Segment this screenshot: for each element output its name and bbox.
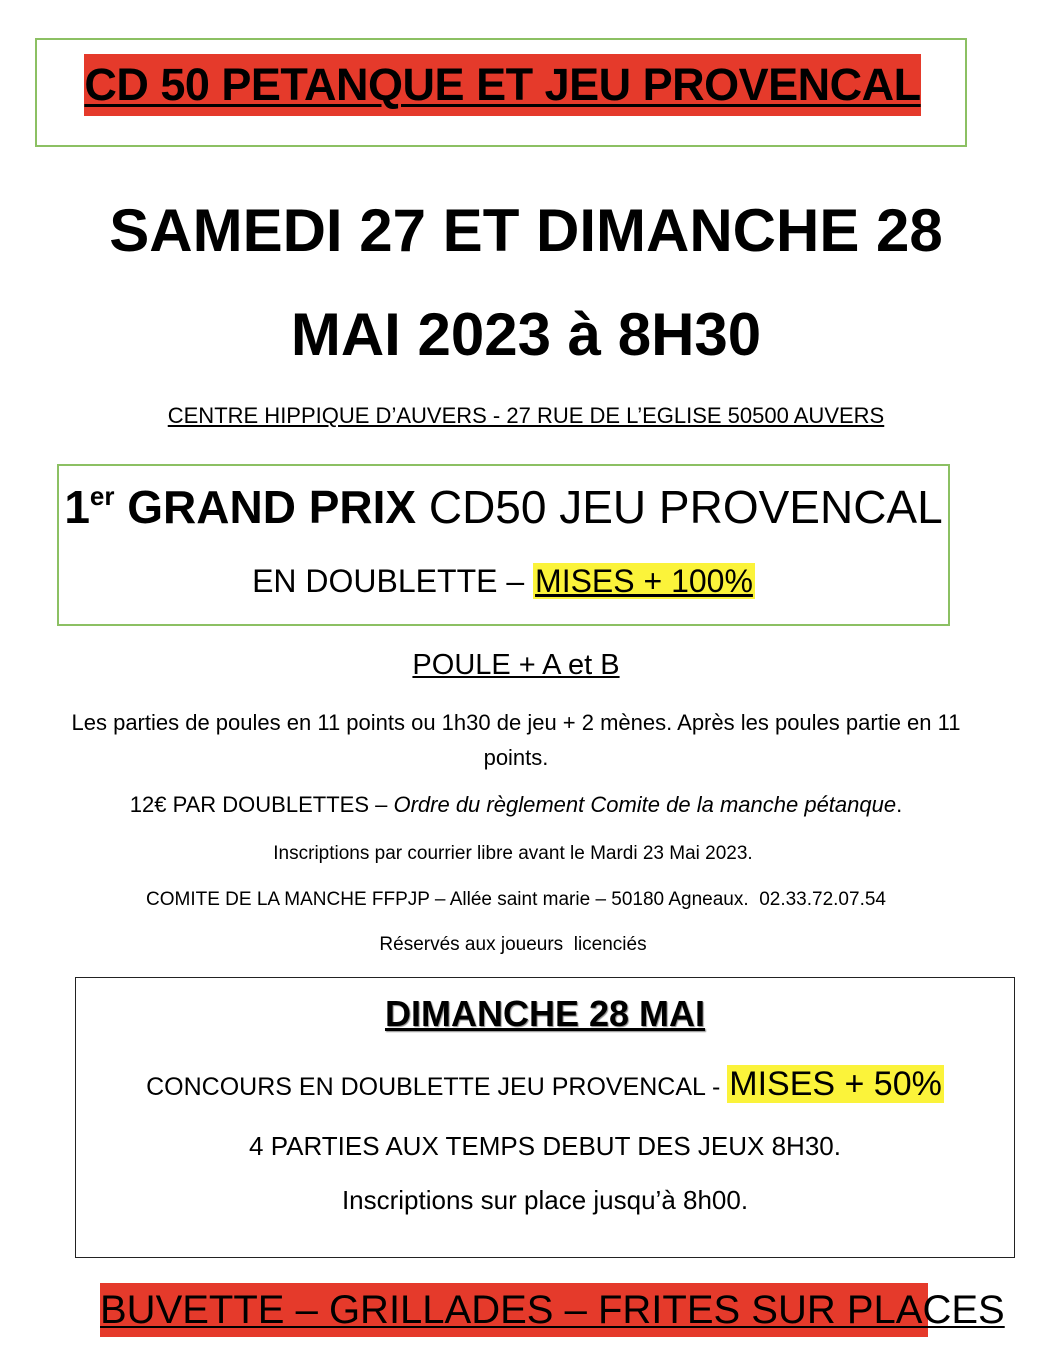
fee-payment-order: Ordre du règlement Comite de la manche pétanque [393,792,897,817]
poule-heading: POULE + A et B [412,649,620,681]
grand-prix-subtitle [57,563,950,600]
sunday-mises-highlight: MISES + 50% [729,1065,942,1103]
sunday-title: DIMANCHE 28 MAI [384,993,706,1034]
grand-prix-title-bold: GRAND PRIX [127,481,417,533]
fee-amount: 12€ PAR DOUBLETTES – [129,792,388,817]
committee-contact: COMITE DE LA MANCHE FFPJP – Allée saint marie – 50180 Agneaux. 02.33.72.07.54 [146,889,886,910]
grand-prix-format: EN DOUBLETTE – [252,563,525,599]
rules-text: Les parties de poules en 11 points ou 1h30 de jeu + 2 mènes. Après les poules partie en 11 points. [71,710,961,770]
event-date-line-2: MAI 2023 à 8H30 [290,301,762,368]
licensed-players-note: Réservés aux joueurs licenciés [379,934,647,955]
sunday-registration: Inscriptions sur place jusqu’à 8h00. [341,1185,749,1215]
sunday-contest-line [75,1065,1015,1104]
buvette-banner: BUVETTE – GRILLADES – FRITES SUR PLACES [100,1283,928,1337]
sunday-games: 4 PARTIES AUX TEMPS DEBUT DES JEUX 8H30. [249,1131,841,1161]
fee-line [0,792,1032,818]
org-title-banner: CD 50 PETANQUE ET JEU PROVENCAL [84,54,921,116]
grand-prix-superscript: er [89,481,115,511]
grand-prix-title-rest: CD50 JEU PROVENCAL [428,481,943,533]
event-date-line-1: SAMEDI 27 ET DIMANCHE 28 [109,197,943,264]
sunday-separator: - [711,1073,721,1101]
grand-prix-title [57,480,950,534]
grand-prix-mises-highlight: MISES + 100% [535,563,753,599]
registration-deadline: Inscriptions par courrier libre avant le Mardi 23 Mai 2023. [273,843,753,864]
venue-address: CENTRE HIPPIQUE D’AUVERS - 27 RUE DE L’EGLISE 50500 AUVERS [167,403,885,428]
fee-period: . [896,792,903,817]
grand-prix-number: 1 [64,481,90,533]
sunday-contest: CONCOURS EN DOUBLETTE JEU PROVENCAL [146,1073,706,1101]
